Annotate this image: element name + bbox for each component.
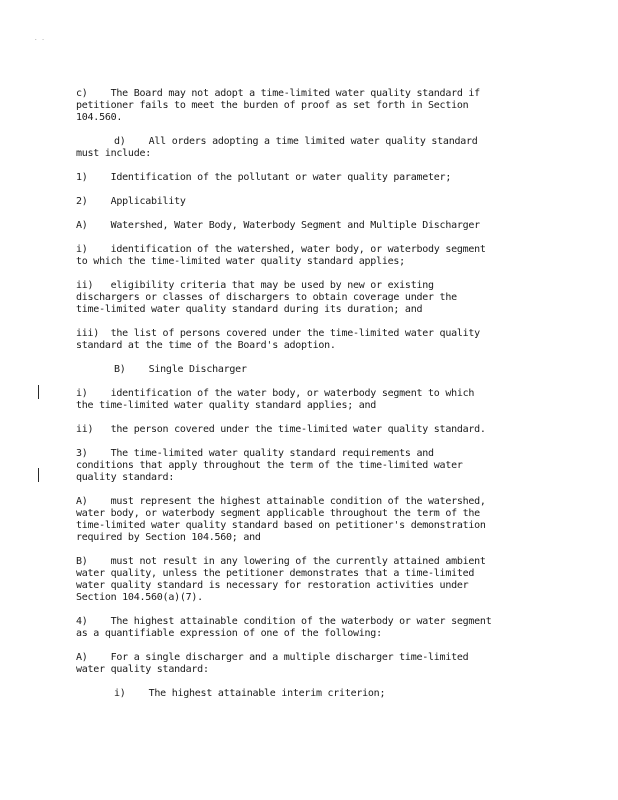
item-4-line-1: 4) The highest attainable condition of the waterbody or water segment <box>76 616 492 627</box>
item-4a-i: i) The highest attainable interim criterion; <box>114 688 386 699</box>
item-2b-i-line-1: i) identification of the water body, or waterbody segment to which <box>76 388 475 399</box>
item-3-line-1: 3) The time-limited water quality standard requirements and <box>76 448 434 459</box>
item-3a-line-2: water body, or waterbody segment applicable throughout the term of the <box>76 508 480 519</box>
paragraph-c-line-1: c) The Board may not adopt a time-limited water quality standard if <box>76 88 480 99</box>
item-3b-line-3: water quality standard is necessary for restoration activities under <box>76 580 469 591</box>
item-3-line-3: quality standard: <box>76 472 175 483</box>
item-2a-ii-line-1: ii) eligibility criteria that may be used by new or existing <box>76 280 434 291</box>
item-2a-iii-line-2: standard at the time of the Board's adoption. <box>76 340 336 351</box>
item-2a-heading: A) Watershed, Water Body, Waterbody Segment and Multiple Discharger <box>76 220 480 231</box>
item-2b-heading: B) Single Discharger <box>114 364 247 375</box>
item-3b-line-2: water quality, unless the petitioner demonstrates that a time-limited <box>76 568 475 579</box>
item-2a-iii-line-1: iii) the list of persons covered under the time-limited water quality <box>76 328 480 339</box>
paragraph-d-line-2: must include: <box>76 148 152 159</box>
item-2a-ii-line-2: dischargers or classes of dischargers to obtain coverage under the <box>76 292 457 303</box>
item-3b-line-4: Section 104.560(a)(7). <box>76 592 203 603</box>
item-3-line-2: conditions that apply throughout the term of the time-limited water <box>76 460 463 471</box>
item-1: 1) Identification of the pollutant or water quality parameter; <box>76 172 452 183</box>
paragraph-d-line-1: d) All orders adopting a time limited water quality standard <box>114 136 478 147</box>
scan-artifact: . . <box>34 35 45 42</box>
item-2a-i-line-2: to which the time-limited water quality standard applies; <box>76 256 405 267</box>
item-3a-line-4: required by Section 104.560; and <box>76 532 261 543</box>
item-2a-i-line-1: i) identification of the watershed, water body, or waterbody segment <box>76 244 486 255</box>
revision-bar <box>38 468 39 482</box>
item-3a-line-3: time-limited water quality standard based on petitioner's demonstration <box>76 520 486 531</box>
item-3b-line-1: B) must not result in any lowering of the currently attained ambient <box>76 556 486 567</box>
item-2: 2) Applicability <box>76 196 186 207</box>
item-3a-line-1: A) must represent the highest attainable condition of the watershed, <box>76 496 486 507</box>
item-2a-ii-line-3: time-limited water quality standard during its duration; and <box>76 304 423 315</box>
item-2b-i-line-2: the time-limited water quality standard applies; and <box>76 400 377 411</box>
paragraph-c-line-3: 104.560. <box>76 112 123 123</box>
item-4-line-2: as a quantifiable expression of one of the following: <box>76 628 382 639</box>
paragraph-c-line-2: petitioner fails to meet the burden of proof as set forth in Section <box>76 100 469 111</box>
item-4a-line-1: A) For a single discharger and a multiple discharger time-limited <box>76 652 469 663</box>
item-4a-line-2: water quality standard: <box>76 664 209 675</box>
revision-bar <box>38 385 39 399</box>
item-2b-ii: ii) the person covered under the time-limited water quality standard. <box>76 424 486 435</box>
